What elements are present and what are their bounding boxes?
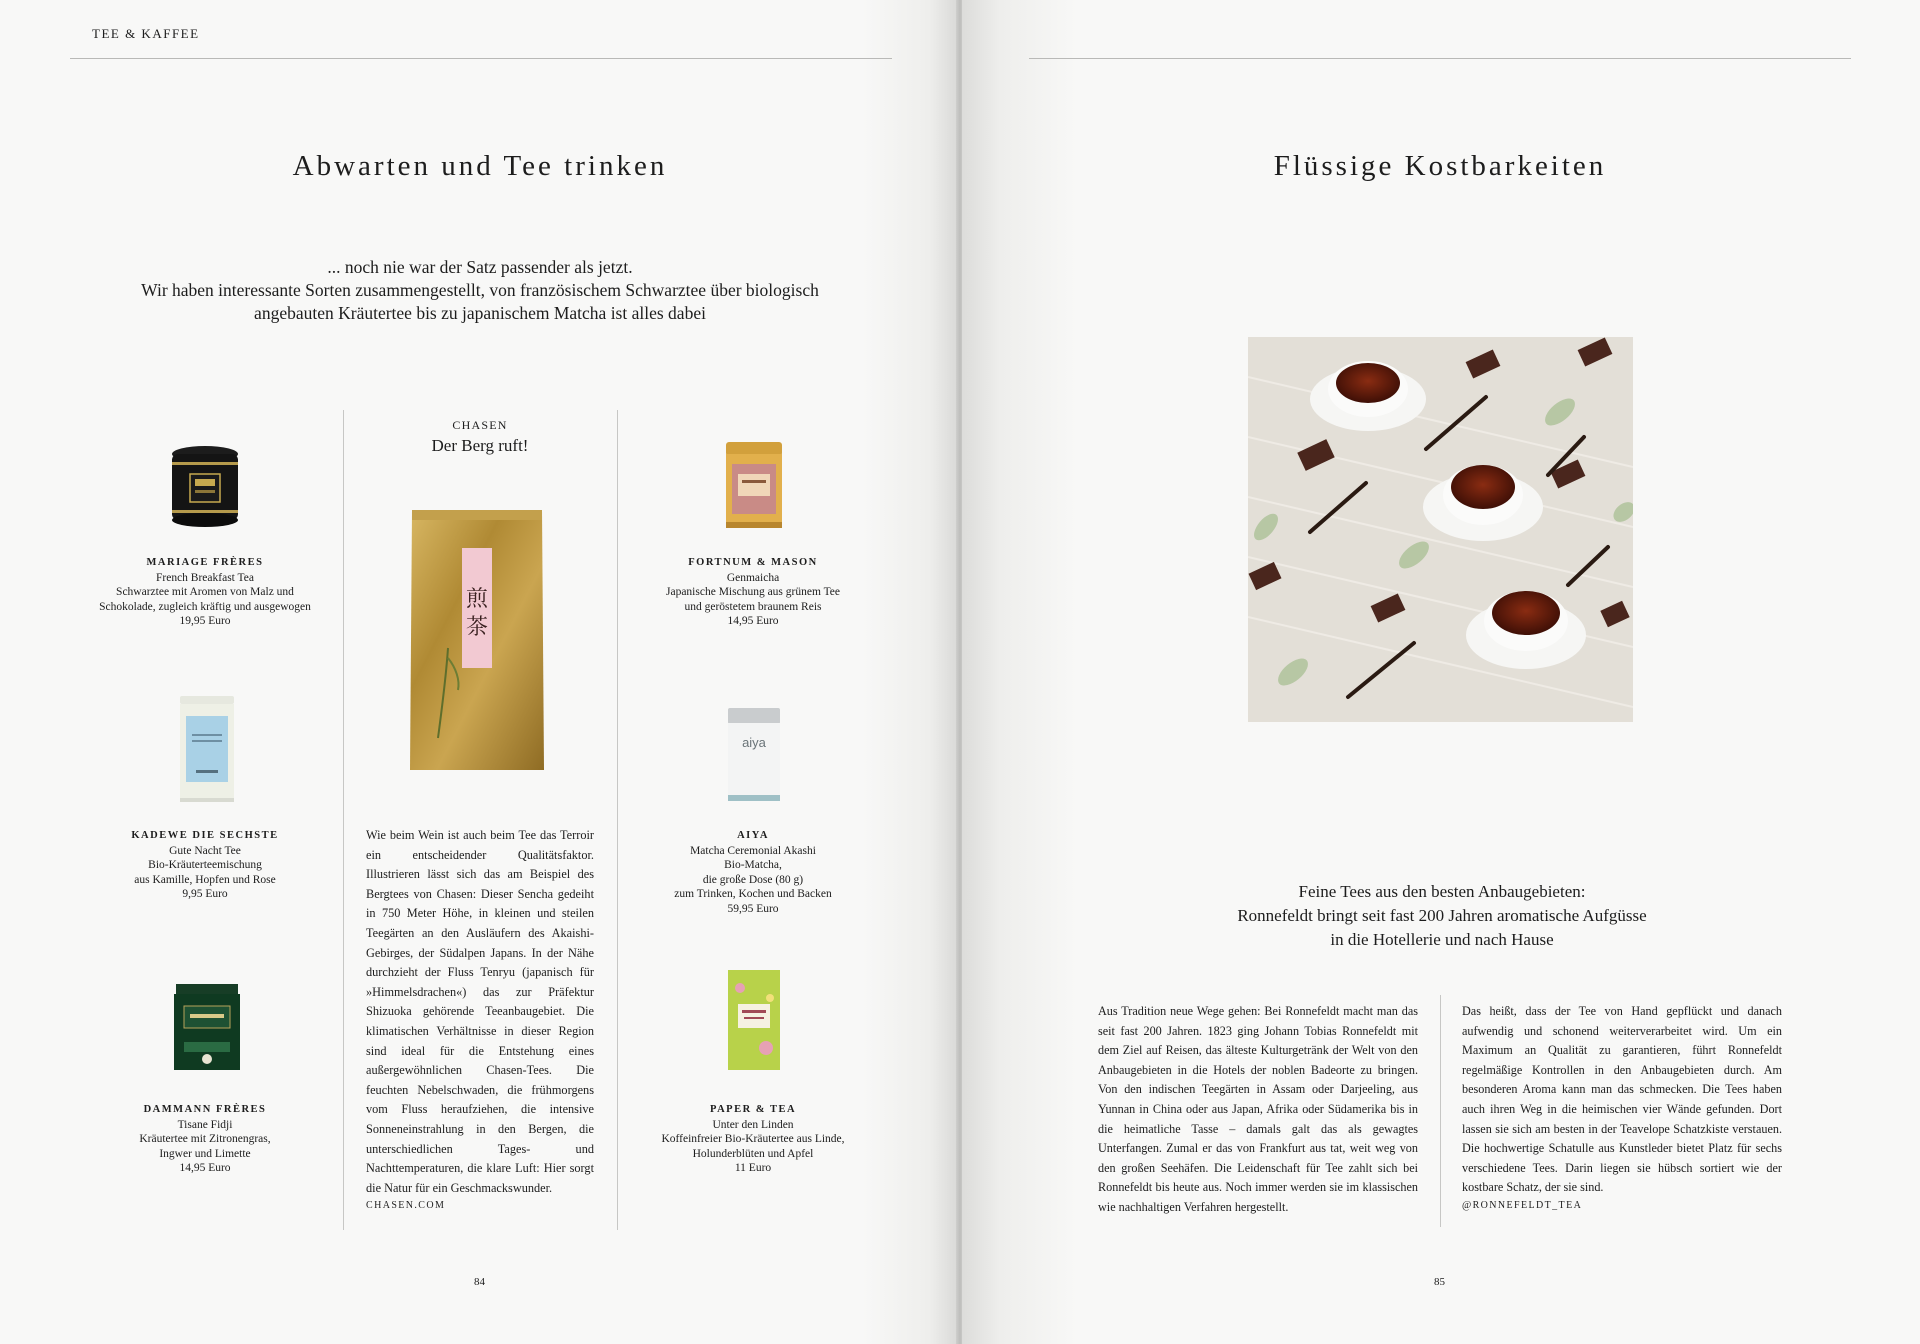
intro-line: Ronnefeldt bringt seit fast 200 Jahren aromatische Aufgüsse [1237, 906, 1647, 925]
product-price: 14,95 Euro [727, 615, 779, 627]
product-line: Tisane Fidji [177, 1118, 233, 1131]
dammann-freres-tin-image [172, 982, 242, 1074]
product-kadewe [75, 829, 335, 902]
product-line: Unter den Linden [712, 1118, 794, 1131]
intro-line: Wir haben interessante Sorten zusammengestellt, von französischem Schwarztee über biologisch [141, 280, 819, 300]
chasen-tea-bag [408, 508, 546, 774]
column-divider [343, 410, 344, 1230]
kadewe-tin-image [178, 694, 236, 804]
product-price: 14,95 Euro [179, 1162, 231, 1174]
tea-photo [1248, 337, 1633, 722]
column-divider [617, 410, 618, 1230]
product-line: die große Dose (80 g) [702, 873, 804, 886]
chasen-subtitle: Der Berg ruft! [431, 436, 529, 455]
product-line: zum Trinken, Kochen und Backen [674, 888, 832, 900]
aiya-tin [727, 707, 781, 803]
product-line: Schwarztee mit Aromen von Malz und [116, 586, 294, 598]
product-line: Bio-Kräuterteemischung [148, 859, 262, 871]
article-column-1: Aus Tradition neue Wege gehen: Bei Ronnefeldt macht man das seit fast 200 Jahren. 1823 ging Johann Tobias Ronnefeldt mit dem Ziel auf Reisen, das älteste Kulturgetränk der Welt von den Anbaugebieten in die Hotels der noblen Badeorte zu bringen. Von den indischen Teegärten in Assam oder Darjeeling, aus Yunnan in China oder aus Japan, Afrika oder Südamerika bis in die heimatliche Tasse – damals galt das als gewagtes Unterfangen. Zumal er das von Frankfurt aus tat, weit weg von den großen Seehäfen. Die Leidenschaft für Tee zahlt sich bei Ronnefeldt bis heute aus. Noch immer werden sie im klassischen wie nachhaltigen Verfahren hergestellt. [1098, 1004, 1418, 1214]
product-line: French Breakfast Tea [156, 571, 254, 584]
column-divider [1440, 995, 1441, 1227]
product-line: Genmaicha [726, 571, 780, 584]
page-number: 85 [1434, 1276, 1445, 1288]
product-brand: KADEWE DIE SECHSTE [131, 830, 279, 841]
product-brand: PAPER & TEA [709, 1104, 797, 1115]
product-price: 19,95 Euro [179, 615, 231, 627]
intro-text [100, 256, 860, 325]
product-fortnum-mason [623, 556, 883, 629]
tea-photo-image [1248, 337, 1633, 722]
product-line: Koffeinfreier Bio-Kräutertee aus Linde, [661, 1133, 845, 1145]
product-line: Matcha Ceremonial Akashi [690, 844, 816, 857]
product-line: und geröstetem braunem Reis [684, 600, 822, 613]
product-brand: DAMMANN FRÈRES [143, 1104, 267, 1115]
right-page [962, 0, 1920, 1344]
section-header: TEE & KAFFEE [92, 26, 200, 41]
product-line: Kräutertee mit Zitronengras, [139, 1133, 271, 1145]
product-line: Ingwer und Limette [159, 1147, 251, 1160]
chasen-package-label: 煎茶 [465, 587, 488, 640]
product-price: 9,95 Euro [182, 888, 228, 900]
left-page [0, 0, 958, 1344]
product-paper-tea [623, 1103, 883, 1176]
product-price: 59,95 Euro [727, 902, 779, 915]
header-rule [1029, 58, 1851, 59]
fortnum-mason-tin-image [724, 440, 784, 530]
intro-line: Feine Tees aus den besten Anbaugebieten: [1298, 882, 1586, 901]
product-line: Gute Nacht Tee [169, 844, 241, 857]
product-line: aus Kamille, Hopfen und Rose [134, 873, 276, 886]
product-aiya [623, 829, 883, 916]
product-line: Schokolade, zugleich kräftig und ausgewogen [99, 600, 311, 613]
right-intro-text [1122, 880, 1762, 952]
article-column-2: Das heißt, dass der Tee von Hand gepflückt und danach aufwendig und schonend weiterverarbeitet wird. Um ein Maximum an Qualität zu garantieren, führt Ronnefeldt regelmäßige Kontrollen in den Anbaugebieten durch. Am besonderen Aroma kann man das schmecken. Die Tees haben auch ihren Weg in die heimischen vier Wände gefunden. Dort lassen sie sich am besten in der Teavelope Schatzkiste verstauen. Die hochwertige Schatulle aus Kunstleder bietet Platz für sechs verschiedene Tees. Darin liegen sie hübsch sortiert wie der kostbare Schatz, der sie sind. [1462, 1004, 1782, 1195]
aiya-tin-image [727, 707, 781, 803]
product-dammann-freres [75, 1103, 335, 1176]
product-line: Japanische Mischung aus grünem Tee [666, 586, 840, 598]
aiya-tin-label: aiya [742, 735, 766, 750]
chasen-body-text: Wie beim Wein ist auch beim Tee das Terroir ein entscheidender Qualitätsfaktor. Illustrieren lässt sich das am Beispiel des Bergtees von Chasen: Dieser Sencha gedeiht in 750 Meter Höhe, in kleinen und steilen Teegärten an den Ausläufern des Akaishi-Gebirges, der Südalpen Japans. In der Nähe durchzieht der Fluss Tenryu (japanisch für »Himmelsdrachen«) das zur Präfektur Shizuoka gehörende Teeanbaugebiet. Die klimatischen Verhältnisse in dieser Region sind ideal für die Entstehung eines außergewöhnlichen Chasen-Tees. Die feuchten Nebelschwaden, die frühmorgens vom Fluss heraufziehen, die intensive Sonneneinstrahlung in den Bergen, die unterschiedlichen Tages- und Nachttemperaturen, die klare Luft: Hier sorgt die Natur für ein Geschmackswunder. [366, 828, 594, 1195]
chasen-source: CHASEN.COM [366, 1200, 446, 1211]
mariage-freres-tin-image [168, 444, 242, 528]
page-number: 84 [474, 1276, 485, 1288]
header-rule [70, 58, 892, 59]
chasen-brand: CHASEN [452, 418, 508, 432]
ronnefeldt-handle: @RONNEFELDT_TEA [1462, 1200, 1583, 1211]
product-line: Bio-Matcha, [724, 859, 782, 871]
paper-tea-tin-image [726, 968, 782, 1072]
product-line: Holunderblüten und Apfel [692, 1147, 814, 1160]
intro-line: in die Hotellerie und nach Hause [1330, 930, 1554, 949]
page-title: Abwarten und Tee trinken [292, 150, 668, 182]
page-title: Flüssige Kostbarkeiten [1273, 150, 1607, 182]
product-brand: AIYA [737, 830, 769, 841]
product-brand: FORTNUM & MASON [688, 557, 818, 568]
intro-line: angebauten Kräutertee bis zu japanischem Matcha ist alles dabei [254, 303, 706, 323]
product-mariage-freres [75, 556, 335, 629]
intro-line: ... noch nie war der Satz passender als jetzt. [327, 257, 633, 277]
product-price: 11 Euro [734, 1162, 772, 1174]
product-brand: MARIAGE FRÈRES [146, 557, 264, 568]
